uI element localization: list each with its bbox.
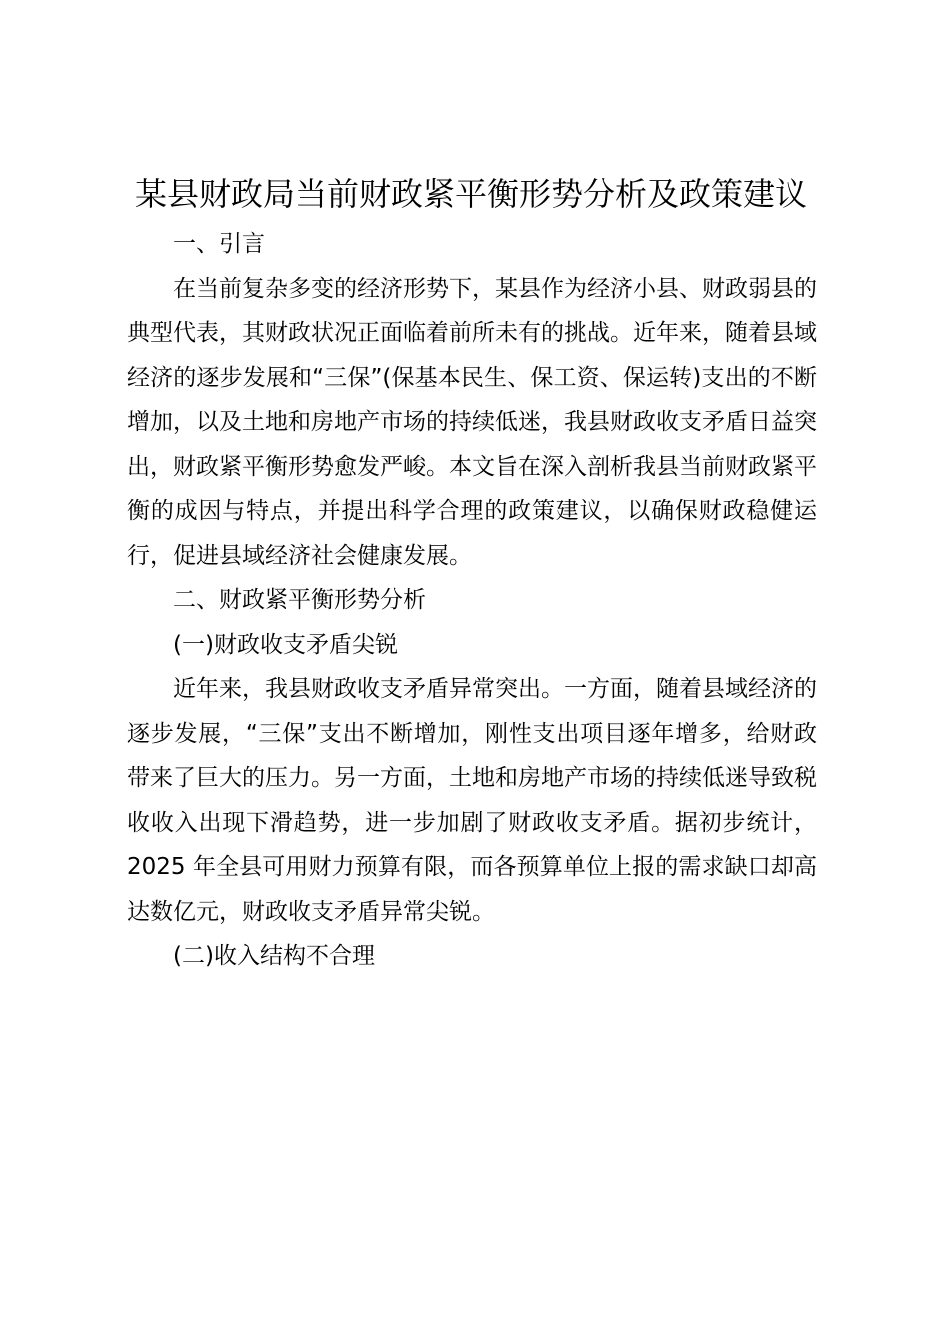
paragraph-subsection-1: 近年来，我县财政收支矛盾异常突出。一方面，随着县域经济的逐步发展，“三保”支出不断增加，刚性支出项目逐年增多，给财政带来了巨大的压力。另一方面，土地和房地产市场的持续低迷导致税收收入出现下滑趋势，进一步加剧了财政收支矛盾。据初步统计，2025 年全县可用财力预算有限，而各预算单位上报的需求缺口却高达数亿元，财政收支矛盾异常尖锐。	[127, 676, 817, 925]
subsection-heading-2: (二)收入结构不合理	[173, 943, 375, 969]
document-page	[127, 168, 817, 979]
section-heading-analysis: 二、财政紧平衡形势分析	[173, 587, 426, 613]
document-title: 某县财政局当前财政紧平衡形势分析及政策建议	[134, 175, 807, 213]
section-heading-intro: 一、引言	[173, 231, 265, 257]
paragraph-intro: 在当前复杂多变的经济形势下，某县作为经济小县、财政弱县的典型代表，其财政状况正面临着前所未有的挑战。近年来，随着县域经济的逐步发展和“三保”(保基本民生、保工资、保运转)支出的不断增加，以及土地和房地产市场的持续低迷，我县财政收支矛盾日益突出，财政紧平衡形势愈发严峻。本文旨在深入剖析我县当前财政紧平衡的成因与特点，并提出科学合理的政策建议，以确保财政稳健运行，促进县域经济社会健康发展。	[127, 275, 817, 569]
subsection-heading-1: (一)财政收支矛盾尖锐	[173, 631, 398, 658]
